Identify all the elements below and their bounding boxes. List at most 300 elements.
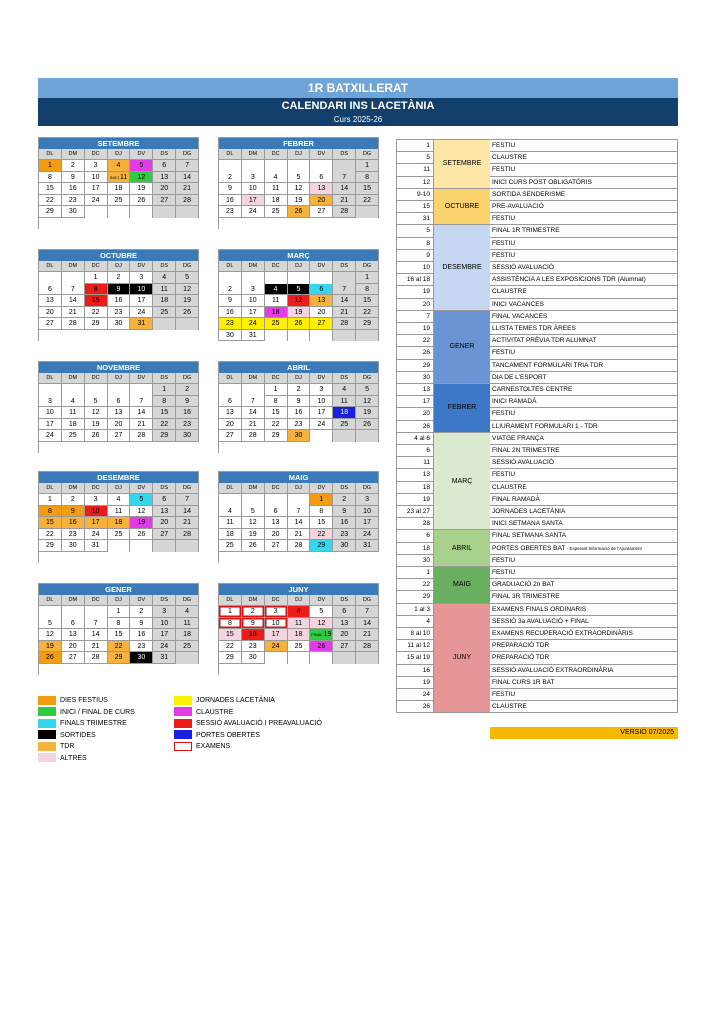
month-desembre: [38, 471, 199, 563]
day-cell: 13: [153, 506, 176, 518]
month-title: OCTUBRE: [39, 250, 199, 261]
empty-cell: [39, 272, 62, 284]
event-text: [490, 250, 678, 262]
day-cell: 18: [108, 517, 131, 529]
month-maig: [218, 471, 379, 563]
event-group-label: ABRIL: [451, 544, 473, 552]
day-cell: 20: [310, 307, 333, 319]
event-text: [490, 701, 678, 713]
event-group-juny: [434, 604, 490, 714]
day-cell: 10: [265, 618, 288, 630]
event-text: [490, 482, 678, 494]
legend-swatch: [38, 719, 56, 728]
day-cell: 6: [333, 606, 356, 618]
empty-cell: [356, 330, 379, 342]
day-cell: 5: [130, 494, 153, 506]
event-label: FESTIU: [492, 349, 516, 357]
weekday-header: DC: [85, 149, 108, 160]
day-cell: 14: [176, 506, 199, 518]
day-cell: 15: [265, 407, 288, 419]
day-cell: 24: [310, 419, 333, 431]
event-text: [490, 213, 678, 225]
empty-cell: [310, 272, 333, 284]
day-cell: 1: [39, 160, 62, 172]
event-text: [490, 335, 678, 347]
event-text: [490, 677, 678, 689]
empty-cell: [333, 272, 356, 284]
empty-cell: [288, 330, 311, 342]
day-cell: 26: [356, 419, 379, 431]
empty-cell: [219, 384, 242, 396]
day-cell: 1: [356, 160, 379, 172]
month-title: NOVEMBRE: [39, 362, 199, 373]
empty-cell: [333, 652, 356, 664]
weekday-header: DM: [242, 595, 265, 606]
day-cell: 21: [130, 419, 153, 431]
empty-cell: [219, 272, 242, 284]
weekday-header: DJ: [288, 261, 311, 272]
event-label: DIA DE L'ESPORT: [492, 373, 547, 381]
day-cell: 4: [219, 506, 242, 518]
day-cell: 25: [265, 318, 288, 330]
day-cell: 11: [333, 396, 356, 408]
day-cell: 1: [85, 272, 108, 284]
event-text: [490, 396, 678, 408]
day-cell: 15: [85, 295, 108, 307]
day-cell: 12: [130, 172, 153, 184]
event-label: INICI CURS POST OBLIGATÒRIS: [492, 178, 592, 186]
day-cell: 15: [356, 183, 379, 195]
event-date: 19: [396, 677, 434, 689]
day-cell: 13: [108, 407, 131, 419]
day-cell: 31: [85, 540, 108, 552]
event-text: [490, 274, 678, 286]
month-gener: [38, 583, 199, 675]
weekday-header: DJ: [108, 483, 131, 494]
event-text: [490, 628, 678, 640]
event-date: 10: [396, 262, 434, 274]
day-cell: 14: [176, 172, 199, 184]
day-cell: 7: [333, 172, 356, 184]
event-label: EXAMENS RECUPERACIÓ EXTRAORDINÀRIS: [492, 630, 633, 637]
event-text: [490, 299, 678, 311]
weekday-header: DC: [85, 373, 108, 384]
weekday-header: DL: [39, 373, 62, 384]
day-cell: 8: [85, 284, 108, 296]
event-label: VIATGE FRANÇA: [492, 434, 544, 442]
day-cell: 20: [39, 307, 62, 319]
day-cell: 30: [62, 206, 85, 218]
legend-item: [174, 718, 322, 729]
day-cell: 11: [288, 618, 311, 630]
event-date: 26: [396, 701, 434, 713]
day-cell: 17: [39, 419, 62, 431]
day-cell: 16: [62, 183, 85, 195]
legend-swatch: [174, 719, 192, 728]
event-date: 19: [396, 494, 434, 506]
day-cell: 17: [356, 517, 379, 529]
month-setembre: [38, 137, 199, 229]
day-cell: 1: [265, 384, 288, 396]
day-cell: 24: [39, 430, 62, 442]
day-cell: 21: [176, 517, 199, 529]
day-cell: 17: [153, 629, 176, 641]
day-cell: 9: [288, 396, 311, 408]
day-cell: 29: [108, 652, 131, 664]
day-cell: 14: [242, 407, 265, 419]
month-title: MARÇ: [219, 250, 379, 261]
day-cell: 8: [356, 172, 379, 184]
legend-label: EXAMENS: [196, 743, 231, 750]
day-cell: 16: [130, 629, 153, 641]
event-label: INICI RAMADÀ: [492, 398, 537, 406]
event-text: [490, 555, 678, 567]
day-cell: 4: [265, 172, 288, 184]
legend-item: [174, 707, 233, 718]
event-label: SESSIÓ 3a AVALUACIÓ + FINAL: [492, 617, 589, 625]
day-cell: 11: [265, 295, 288, 307]
day-cell: 7: [333, 284, 356, 296]
weekday-header: DS: [153, 595, 176, 606]
event-date: 6: [396, 445, 434, 457]
event-label: FINAL SETMANA SANTA: [492, 532, 567, 540]
day-cell: 15: [153, 407, 176, 419]
event-date: 6: [396, 530, 434, 542]
event-date: 20: [396, 408, 434, 420]
day-cell: 22: [108, 641, 131, 653]
empty-cell: [265, 272, 288, 284]
empty-cell: [242, 272, 265, 284]
day-cell: 3: [130, 272, 153, 284]
day-cell: 2: [333, 494, 356, 506]
weekday-header: DM: [62, 595, 85, 606]
event-group-label: OCTUBRE: [444, 203, 480, 211]
day-cell: 18: [288, 629, 311, 641]
legend-swatch: [174, 707, 192, 716]
event-text: [490, 652, 678, 664]
empty-cell: [219, 160, 242, 172]
day-cell: 28: [288, 540, 311, 552]
event-text: [490, 616, 678, 628]
event-text: [490, 506, 678, 518]
day-cell: 22: [356, 195, 379, 207]
month-title: FEBRER: [219, 138, 379, 149]
event-label: CLAUSTRE: [492, 154, 527, 162]
day-cell: 21: [288, 529, 311, 541]
event-label: FINAL VACANCES: [492, 312, 548, 320]
event-date: 23 al 27: [396, 506, 434, 518]
month-title: GENER: [39, 584, 199, 595]
day-cell: 7: [85, 618, 108, 630]
day-cell: 28: [130, 430, 153, 442]
day-cell: 16: [108, 295, 131, 307]
day-cell: 23: [130, 641, 153, 653]
empty-cell: [288, 160, 311, 172]
legend-label: TDR: [60, 743, 75, 750]
weekday-header: DC: [265, 149, 288, 160]
day-cell: 12: [242, 517, 265, 529]
weekday-header: DS: [153, 373, 176, 384]
day-cell: 21: [356, 629, 379, 641]
event-text: [490, 408, 678, 420]
event-label: SESSIÓ AVALUACIÓ EXTRAORDINÀRIA: [492, 666, 614, 674]
day-cell: 20: [310, 195, 333, 207]
weekday-header: DL: [219, 483, 242, 494]
day-cell: 9: [108, 284, 131, 296]
day-cell: 21: [62, 307, 85, 319]
event-label: CLAUSTRE: [492, 288, 527, 296]
day-cell: 16: [219, 195, 242, 207]
day-cell: 3: [39, 396, 62, 408]
event-label: FINAL CURS 1R BAT: [492, 678, 555, 686]
event-group-maig: [434, 567, 490, 604]
day-cell: 4: [62, 396, 85, 408]
weekday-header: DJ: [108, 595, 131, 606]
day-cell: 9: [130, 618, 153, 630]
day-cell: 25: [333, 419, 356, 431]
day-cell: 6: [62, 618, 85, 630]
day-cell: 22: [39, 529, 62, 541]
weekday-header: DJ: [288, 373, 311, 384]
day-cell: 29: [219, 652, 242, 664]
month-title: MAIG: [219, 472, 379, 483]
empty-cell: [333, 160, 356, 172]
day-cell: 20: [333, 629, 356, 641]
day-cell: 30: [130, 652, 153, 664]
weekday-header: DC: [265, 483, 288, 494]
event-date: 24: [396, 689, 434, 701]
legend-item: [38, 730, 96, 741]
event-date: 9-10: [396, 189, 434, 201]
day-cell: 12: [85, 407, 108, 419]
day-cell: 12: [310, 618, 333, 630]
day-cell: 23: [219, 318, 242, 330]
day-cell: 29: [153, 430, 176, 442]
empty-cell: [108, 384, 131, 396]
legend-swatch: [174, 696, 192, 705]
event-date: 22: [396, 579, 434, 591]
empty-cell: [310, 652, 333, 664]
day-cell: 23: [108, 307, 131, 319]
day-cell: INICI 11: [108, 172, 131, 184]
day-cell: 11: [265, 183, 288, 195]
legend-label: SESSIÓ AVALUACIÓ I PREAVALUACIÓ: [196, 720, 322, 727]
day-cell: 25: [288, 641, 311, 653]
event-date: 1: [396, 567, 434, 579]
legend-swatch: [38, 707, 56, 716]
event-label: SORTIDA SENDERISME: [492, 190, 566, 198]
day-cell: 15: [356, 295, 379, 307]
day-cell: 5: [356, 384, 379, 396]
day-cell: 15: [310, 517, 333, 529]
day-cell: 7: [288, 506, 311, 518]
day-cell: 28: [62, 318, 85, 330]
weekday-header: DC: [85, 595, 108, 606]
day-cell: 3: [265, 606, 288, 618]
day-cell: 17: [242, 195, 265, 207]
event-text: [490, 579, 678, 591]
event-date: 12: [396, 177, 434, 189]
event-group-label: MAIG: [453, 581, 471, 589]
day-cell: 1: [219, 606, 242, 618]
event-date: 1: [396, 140, 434, 152]
event-text: [490, 225, 678, 237]
day-cell: 18: [108, 183, 131, 195]
event-date: 15: [396, 201, 434, 213]
day-cell: 26: [288, 318, 311, 330]
weekday-header: DV: [130, 261, 153, 272]
weekday-header: DL: [219, 149, 242, 160]
day-cell: 12: [39, 629, 62, 641]
legend-label: SORTIDES: [60, 731, 96, 739]
empty-cell: [333, 330, 356, 342]
weekday-header: DC: [85, 261, 108, 272]
empty-cell: [356, 652, 379, 664]
day-cell: 22: [153, 419, 176, 431]
day-cell: 28: [242, 430, 265, 442]
event-text: [490, 152, 678, 164]
day-cell: 18: [219, 529, 242, 541]
day-cell: 14: [62, 295, 85, 307]
title-course: 1R BATXILLERAT: [38, 78, 678, 98]
weekday-header: DG: [356, 261, 379, 272]
day-cell: 17: [85, 183, 108, 195]
day-cell: 4: [153, 272, 176, 284]
event-label: PREPARACIÓ TDR: [492, 642, 550, 650]
day-cell: 24: [130, 307, 153, 319]
day-cell: 2: [219, 284, 242, 296]
event-text: [490, 518, 678, 530]
event-group-abril: [434, 530, 490, 567]
day-cell: 22: [310, 529, 333, 541]
empty-cell: [333, 430, 356, 442]
day-cell: 9: [242, 618, 265, 630]
day-cell: 18: [176, 629, 199, 641]
day-cell: 6: [153, 494, 176, 506]
event-label: CLAUSTRE: [492, 483, 527, 491]
day-cell: 13: [153, 172, 176, 184]
day-cell: 10: [356, 506, 379, 518]
event-date: 8: [396, 238, 434, 250]
day-cell: 14: [288, 517, 311, 529]
legend-item: [38, 718, 127, 729]
event-date: 13: [396, 384, 434, 396]
day-cell: 26: [310, 641, 333, 653]
day-cell: 13: [310, 295, 333, 307]
event-text: [490, 347, 678, 359]
day-cell: 25: [265, 206, 288, 218]
event-label: PRE-AVALUACIÓ: [492, 203, 544, 210]
event-date: 19: [396, 323, 434, 335]
day-cell: 8: [153, 396, 176, 408]
event-label: FESTIU: [492, 471, 516, 479]
event-date: 4: [396, 616, 434, 628]
event-text: [490, 665, 678, 677]
event-date: 30: [396, 555, 434, 567]
day-cell: 12: [130, 506, 153, 518]
legend-item: [174, 741, 230, 752]
day-cell: 11: [176, 618, 199, 630]
weekday-header: DG: [356, 483, 379, 494]
day-cell: 10: [130, 284, 153, 296]
empty-cell: [62, 384, 85, 396]
day-cell: 7: [130, 396, 153, 408]
event-date: 9: [396, 250, 434, 262]
event-text: [490, 469, 678, 481]
day-cell: 17: [310, 407, 333, 419]
month-title: ABRIL: [219, 362, 379, 373]
empty-cell: [265, 652, 288, 664]
event-text: [490, 494, 678, 506]
legend-label: PORTES OBERTES: [196, 731, 260, 739]
weekday-header: DG: [176, 261, 199, 272]
month-title: DESEMBRE: [39, 472, 199, 483]
day-cell: 6: [219, 396, 242, 408]
day-cell: 29: [310, 540, 333, 552]
day-cell: 1: [39, 494, 62, 506]
day-cell: 30: [176, 430, 199, 442]
day-cell: 1: [108, 606, 131, 618]
empty-cell: [108, 206, 131, 218]
empty-cell: [39, 606, 62, 618]
event-label: FESTIU: [492, 166, 516, 174]
day-cell: 13: [333, 618, 356, 630]
event-group-febrer: [434, 384, 490, 433]
month-abril: [218, 361, 379, 453]
day-cell: 2: [219, 172, 242, 184]
day-cell: 26: [39, 652, 62, 664]
day-cell: 18: [265, 195, 288, 207]
day-cell: 28: [333, 318, 356, 330]
event-text: [490, 567, 678, 579]
day-cell: 2: [242, 606, 265, 618]
event-label: TANCAMENT FORMULARI TRIA TDR: [492, 361, 604, 369]
event-label: EXAMENS FINALS ORDINARIS: [492, 605, 587, 613]
day-cell: 15: [39, 517, 62, 529]
empty-cell: [62, 606, 85, 618]
event-text: [490, 360, 678, 372]
day-cell: 28: [85, 652, 108, 664]
day-cell: 24: [153, 641, 176, 653]
day-cell: 18: [265, 307, 288, 319]
empty-cell: [288, 272, 311, 284]
legend-label: INICI / FINAL DE CURS: [60, 708, 135, 716]
day-cell: 20: [62, 641, 85, 653]
weekday-header: DM: [62, 149, 85, 160]
empty-cell: [356, 206, 379, 218]
day-cell: 14: [356, 618, 379, 630]
day-cell: 27: [310, 206, 333, 218]
day-cell: 8: [108, 618, 131, 630]
day-cell: 17: [265, 629, 288, 641]
day-cell: 16: [333, 517, 356, 529]
event-date: 19: [396, 286, 434, 298]
legend-swatch: [38, 742, 56, 751]
day-cell: 26: [130, 195, 153, 207]
empty-cell: [176, 318, 199, 330]
day-cell: 20: [108, 419, 131, 431]
day-cell: 16: [62, 517, 85, 529]
day-cell: 27: [333, 641, 356, 653]
day-cell: 22: [356, 307, 379, 319]
legend-item: [174, 695, 275, 706]
day-cell: 27: [153, 529, 176, 541]
legend-item: [38, 753, 87, 764]
weekday-header: DV: [310, 595, 333, 606]
day-cell: 1: [310, 494, 333, 506]
day-cell: 24: [356, 529, 379, 541]
event-label: LLIURAMENT FORMULARI 1 - TDR: [492, 422, 598, 430]
